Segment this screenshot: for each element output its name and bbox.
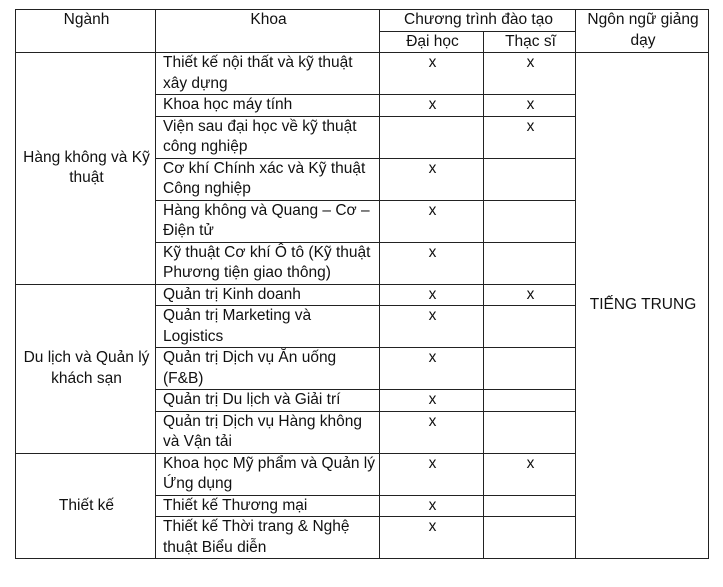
khoa-cell: Thiết kế Thời trang & Nghệ thuật Biểu diễn: [156, 517, 380, 559]
dai-hoc-cell: [380, 116, 484, 158]
header-chuong-trinh: Chương trình đào tạo: [380, 10, 576, 32]
dai-hoc-cell: x: [380, 53, 484, 95]
khoa-cell: Quản trị Dịch vụ Hàng không và Vận tải: [156, 411, 380, 453]
dai-hoc-cell: x: [380, 348, 484, 390]
dai-hoc-cell: x: [380, 306, 484, 348]
header-ngon-ngu: Ngôn ngữ giảng dạy: [576, 10, 709, 53]
nganh-cell: Hàng không và Kỹ thuật: [16, 53, 156, 285]
thac-si-cell: [484, 158, 576, 200]
dai-hoc-cell: x: [380, 411, 484, 453]
thac-si-cell: [484, 200, 576, 242]
thac-si-cell: [484, 242, 576, 284]
header-nganh: Ngành: [16, 10, 156, 53]
dai-hoc-cell: x: [380, 242, 484, 284]
khoa-cell: Hàng không và Quang – Cơ – Điện tử: [156, 200, 380, 242]
khoa-cell: Kỹ thuật Cơ khí Ô tô (Kỹ thuật Phương tiện giao thông): [156, 242, 380, 284]
khoa-cell: Quản trị Marketing và Logistics: [156, 306, 380, 348]
thac-si-cell: x: [484, 284, 576, 306]
khoa-cell: Thiết kế Thương mại: [156, 495, 380, 517]
nganh-cell: Thiết kế: [16, 453, 156, 559]
khoa-cell: Khoa học máy tính: [156, 95, 380, 117]
khoa-cell: Viện sau đại học về kỹ thuật công nghiệp: [156, 116, 380, 158]
dai-hoc-cell: x: [380, 453, 484, 495]
khoa-cell: Quản trị Du lịch và Giải trí: [156, 390, 380, 412]
khoa-cell: Quản trị Dịch vụ Ăn uống (F&B): [156, 348, 380, 390]
program-table-container: [15, 9, 709, 559]
dai-hoc-cell: x: [380, 158, 484, 200]
thac-si-cell: [484, 517, 576, 559]
khoa-cell: Thiết kế nội thất và kỹ thuật xây dựng: [156, 53, 380, 95]
thac-si-cell: [484, 495, 576, 517]
khoa-cell: Khoa học Mỹ phẩm và Quản lý Ứng dụng: [156, 453, 380, 495]
khoa-cell: Quản trị Kinh doanh: [156, 284, 380, 306]
table-row: [16, 53, 709, 95]
dai-hoc-cell: x: [380, 95, 484, 117]
thac-si-cell: [484, 411, 576, 453]
thac-si-cell: x: [484, 453, 576, 495]
dai-hoc-cell: x: [380, 200, 484, 242]
header-dai-hoc: Đại học: [380, 31, 484, 53]
dai-hoc-cell: x: [380, 517, 484, 559]
nganh-cell: Du lịch và Quản lý khách sạn: [16, 284, 156, 453]
thac-si-cell: [484, 348, 576, 390]
program-table: [15, 9, 709, 559]
header-khoa: Khoa: [156, 10, 380, 53]
dai-hoc-cell: x: [380, 390, 484, 412]
thac-si-cell: [484, 306, 576, 348]
dai-hoc-cell: x: [380, 284, 484, 306]
thac-si-cell: [484, 390, 576, 412]
khoa-cell: Cơ khí Chính xác và Kỹ thuật Công nghiệp: [156, 158, 380, 200]
header-thac-si: Thạc sĩ: [484, 31, 576, 53]
dai-hoc-cell: x: [380, 495, 484, 517]
language-cell: TIẾNG TRUNG: [576, 53, 709, 559]
thac-si-cell: x: [484, 95, 576, 117]
thac-si-cell: x: [484, 116, 576, 158]
thac-si-cell: x: [484, 53, 576, 95]
